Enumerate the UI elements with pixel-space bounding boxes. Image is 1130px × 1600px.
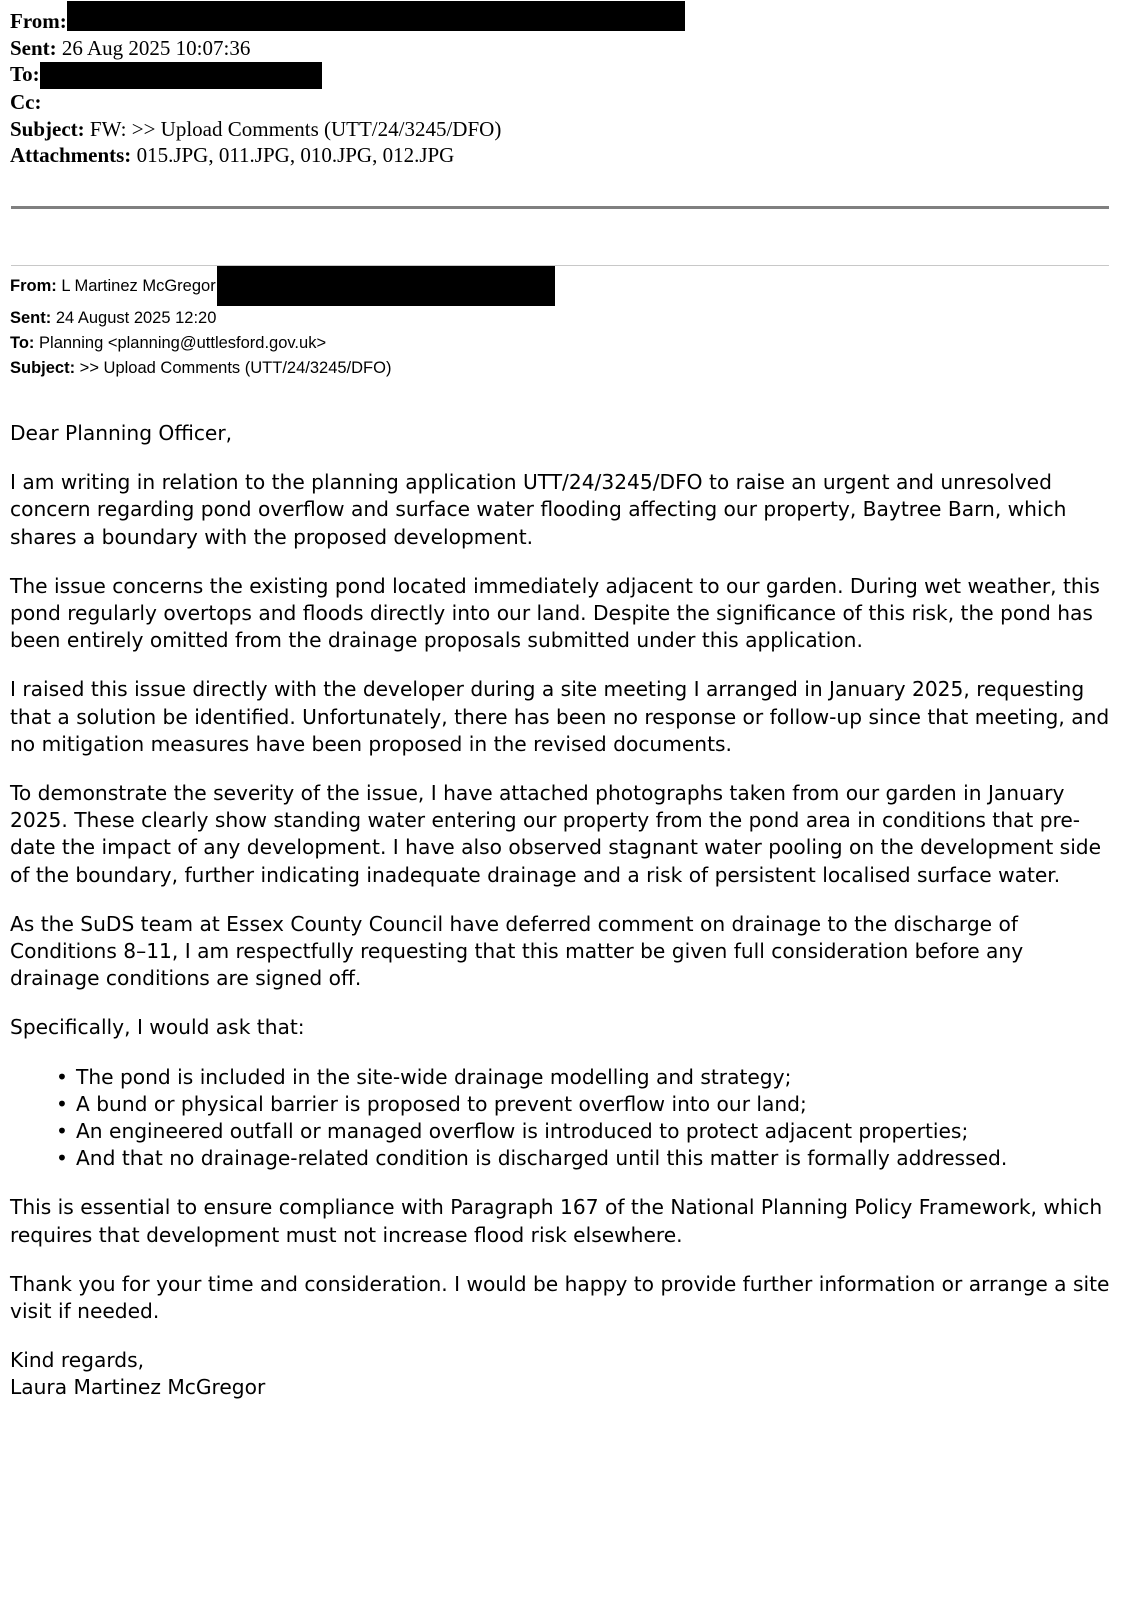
bullet-icon: • (56, 1146, 68, 1171)
forward-subject-line (10, 116, 1110, 143)
list-item-text: A bund or physical barrier is proposed to prevent overflow into our land; (76, 1091, 807, 1116)
body-paragraph: I raised this issue directly with the developer during a site meeting I arranged in January 2025, requesting that a solution be identified. Unfortunately, there has been no response or follow-up since that meeting, and no mitigation measures have been proposed in the revised documents. (10, 677, 1110, 756)
original-sent-value: 24 August 2025 12:20 (51, 309, 217, 327)
forward-attachments-label: Attachments: (10, 143, 132, 167)
bullet-icon: • (56, 1064, 68, 1089)
list-item-text: An engineered outfall or managed overflow is introduced to protect adjacent properties; (76, 1119, 969, 1144)
signature-block (10, 1347, 1110, 1401)
list-item (56, 1091, 1110, 1118)
forward-sent-value: 26 Aug 2025 10:07:36 (56, 35, 251, 60)
signature-name: Laura Martinez McGregor (10, 1375, 266, 1400)
forward-email-header (10, 8, 1110, 169)
original-subject-line (10, 356, 1110, 381)
signoff: Kind regards, (10, 1348, 145, 1373)
body-paragraph: As the SuDS team at Essex County Council have deferred comment on drainage to the discharge of Conditions 8–11, I am respectfully requesting that this matter be given full consideration before any drainage conditions are signed off. (10, 911, 1024, 991)
forward-cc-line (10, 89, 1110, 116)
body-paragraph: The issue concerns the existing pond located immediately adjacent to our garden. During wet weather, this pond regularly overtops and floods directly into our land. Despite the significance of this risk, the pond has been entirely omitted from the drainage proposals submitted under this application. (10, 573, 1100, 653)
original-sent-line (10, 306, 1110, 331)
forward-subject-label: Subject: (10, 116, 85, 141)
forward-attachments-line (10, 142, 1110, 169)
email-body (10, 420, 1110, 1402)
forward-sent-label: Sent: (10, 35, 57, 60)
forward-cc-label: Cc: (10, 90, 42, 114)
original-to-line (10, 331, 1110, 356)
list-item (56, 1145, 1110, 1172)
bullet-icon: • (56, 1091, 68, 1116)
forward-from-redaction (67, 1, 685, 31)
list-item-text: And that no drainage-related condition is discharged until this matter is formally addressed. (76, 1146, 1008, 1171)
original-to-value: Planning <planning@uttlesford.gov.uk> (34, 334, 327, 352)
original-message-divider (11, 265, 1109, 266)
forward-to-label: To: (10, 62, 40, 86)
body-paragraph: Thank you for your time and consideration. I would be happy to provide further information or arrange a site visit if needed. (10, 1271, 1110, 1324)
bullet-icon: • (56, 1119, 68, 1144)
salutation: Dear Planning Officer, (10, 421, 233, 445)
forward-to-redaction (40, 62, 322, 89)
forward-attachments-value[interactable]: 015.JPG, 011.JPG, 010.JPG, 012.JPG (131, 143, 455, 167)
original-subject-value: >> Upload Comments (UTT/24/3245/DFO) (75, 359, 392, 377)
forward-subject-value: FW: >> Upload Comments (UTT/24/3245/DFO) (84, 116, 502, 141)
forward-sent-line (10, 35, 1110, 62)
header-divider (11, 206, 1109, 209)
body-paragraph: To demonstrate the severity of the issue, I have attached photographs taken from our garden in January 2025. These clearly show standing water entering our property from the pond area in conditions that pre-date the impact of any development. I have also observed stagnant water pooling on the development side of the boundary, further indicating inadequate drainage and a risk of persistent localised surface water. (10, 781, 1102, 887)
original-from-redaction (217, 266, 555, 306)
original-from-line (10, 274, 1110, 306)
request-list (10, 1064, 1110, 1173)
original-sent-label: Sent: (10, 309, 52, 327)
forward-to-line (10, 61, 1110, 89)
original-from-value: L Martinez McGregor (56, 277, 216, 295)
list-item-text: The pond is included in the site-wide drainage modelling and strategy; (76, 1064, 792, 1089)
original-from-label: From: (10, 277, 57, 295)
original-to-label: To: (10, 334, 35, 352)
list-item (56, 1118, 1110, 1145)
body-paragraph: This is essential to ensure compliance with Paragraph 167 of the National Planning Policy Framework, which requires that development must not increase flood risk elsewhere. (10, 1195, 1103, 1247)
body-paragraph: I am writing in relation to the planning application UTT/24/3245/DFO to raise an urgent and unresolved concern regarding pond overflow and surface water flooding affecting our property, Baytree Barn, which shares a boundary with the proposed development. (10, 470, 1067, 549)
forward-from-label: From: (10, 9, 67, 33)
body-paragraph: Specifically, I would ask that: (10, 1015, 305, 1040)
list-item (56, 1064, 1110, 1091)
original-subject-label: Subject: (10, 359, 76, 377)
forward-from-line (10, 8, 1110, 35)
original-email-header (10, 274, 1110, 381)
